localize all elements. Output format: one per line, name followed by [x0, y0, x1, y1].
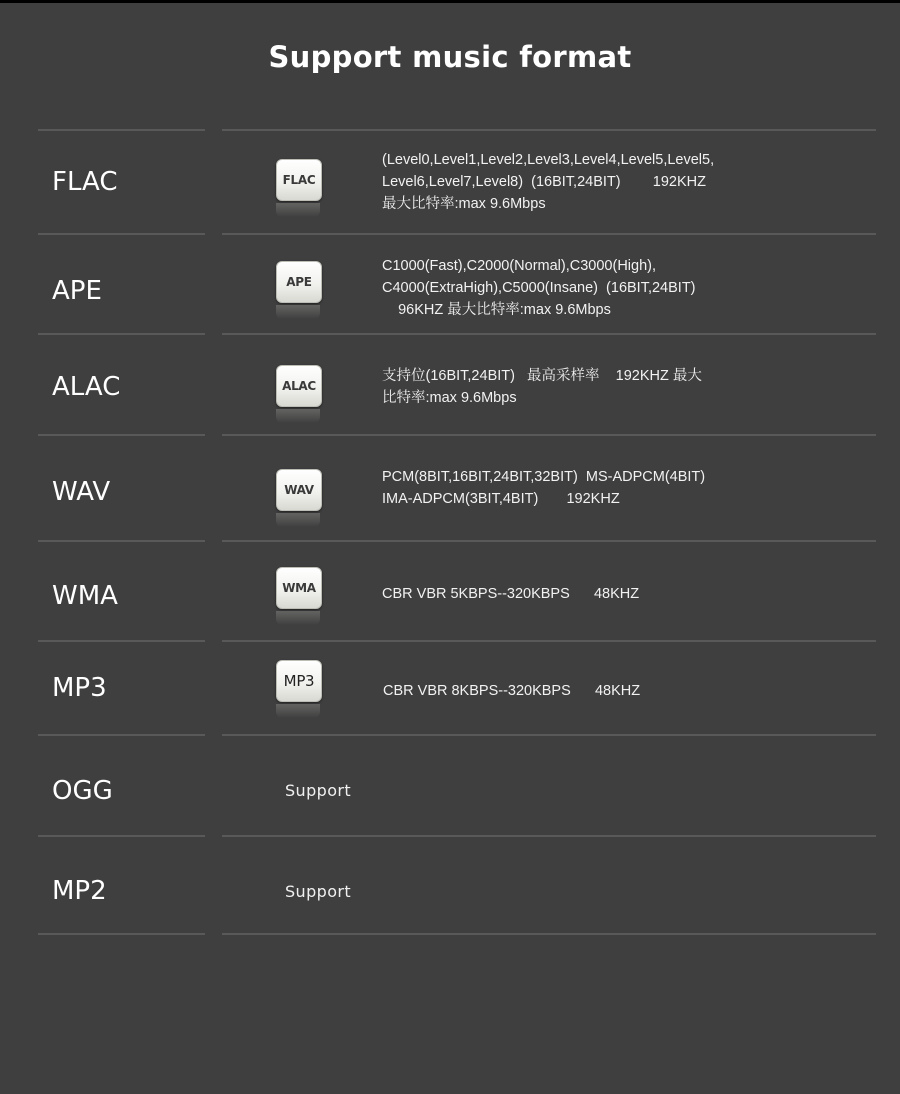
format-name: MP2: [52, 876, 107, 906]
divider: [38, 129, 205, 131]
format-name: MP3: [52, 673, 107, 703]
format-name: FLAC: [52, 167, 118, 197]
badge-label: FLAC: [276, 159, 322, 201]
badge-label: ALAC: [276, 365, 322, 407]
divider: [38, 640, 205, 642]
ape-badge-icon: [276, 261, 322, 319]
format-description: CBR VBR 5KBPS--320KBPS 48KHZ: [382, 586, 640, 602]
mp3-badge-icon: [276, 660, 322, 718]
alac-badge-icon: [276, 365, 322, 423]
support-text: Support: [285, 781, 352, 800]
divider: [222, 129, 876, 131]
divider: [222, 333, 876, 335]
format-description: CBR VBR 8KBPS--320KBPS 48KHZ: [383, 683, 641, 699]
top-border: [0, 0, 900, 3]
divider: [222, 540, 876, 542]
badge-label: WMA: [276, 567, 322, 609]
wma-badge-icon: [276, 567, 322, 625]
badge-label: WAV: [276, 469, 322, 511]
divider: [222, 640, 876, 642]
page-title: Support music format: [268, 40, 632, 74]
divider: [38, 933, 205, 935]
format-description: (Level0,Level1,Level2,Level3,Level4,Level5,Level5, Level6,Level7,Level8) (16BIT,24BIT) 192KHZ 最大比特率:max 9.6Mbps: [382, 152, 715, 212]
format-name: ALAC: [52, 372, 121, 402]
divider: [38, 434, 205, 436]
wav-badge-icon: [276, 469, 322, 527]
format-description: C1000(Fast),C2000(Normal),C3000(High), C4000(ExtraHigh),C5000(Insane) (16BIT,24BIT) 96KHZ 最大比特率:max 9.6Mbps: [382, 258, 696, 318]
divider: [38, 233, 205, 235]
format-name: OGG: [52, 776, 113, 806]
format-name: WAV: [52, 477, 111, 507]
divider: [222, 933, 876, 935]
badge-label: MP3: [276, 660, 322, 702]
divider: [222, 835, 876, 837]
format-name: APE: [52, 276, 102, 306]
divider: [222, 434, 876, 436]
divider: [38, 734, 205, 736]
format-description: PCM(8BIT,16BIT,24BIT,32BIT) MS-ADPCM(4BIT) IMA-ADPCM(3BIT,4BIT) 192KHZ: [382, 469, 706, 507]
divider: [38, 540, 205, 542]
divider: [38, 333, 205, 335]
support-text: Support: [285, 882, 352, 901]
divider: [222, 734, 876, 736]
divider: [38, 835, 205, 837]
badge-label: APE: [276, 261, 322, 303]
divider: [222, 233, 876, 235]
format-name: WMA: [52, 581, 118, 611]
format-description: 支持位(16BIT,24BIT) 最高采样率 192KHZ 最大 比特率:max 9.6Mbps: [382, 368, 702, 406]
flac-badge-icon: [276, 159, 322, 217]
